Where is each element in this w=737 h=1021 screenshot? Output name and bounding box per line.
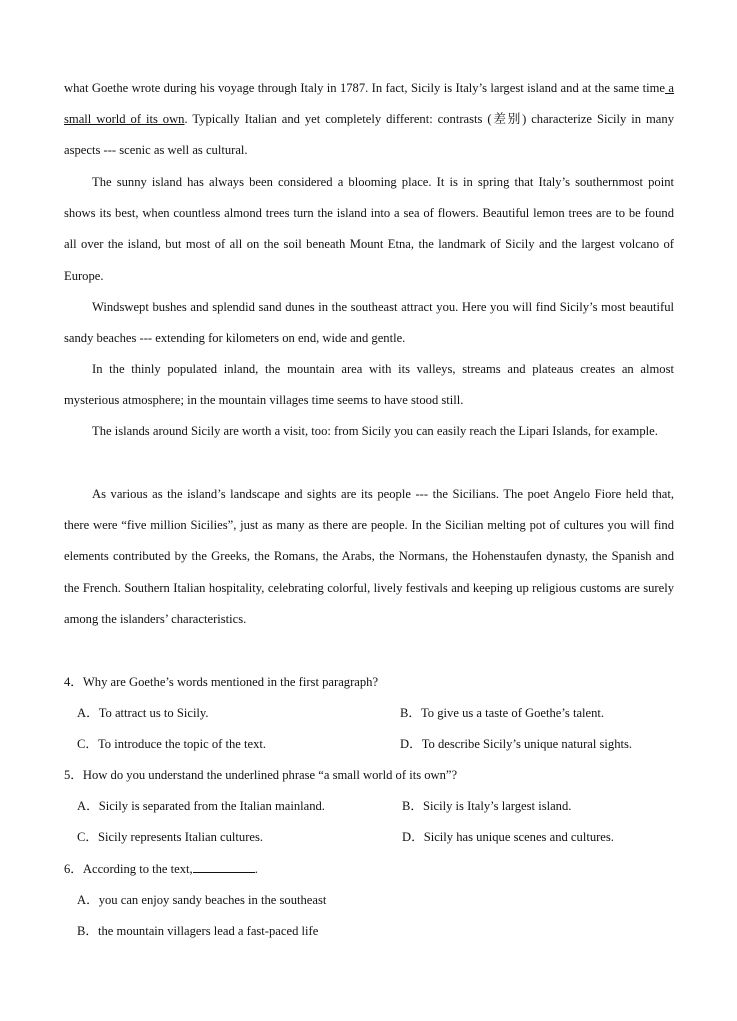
question-4-option-a: A．To attract us to Sicily. <box>77 706 209 720</box>
question-4-stem: 4．Why are Goethe’s words mentioned in the first paragraph? <box>64 675 379 689</box>
question-6-stem <box>64 859 684 879</box>
question-4-option-b: B．To give us a taste of Goethe’s talent. <box>400 706 605 720</box>
paragraph-1-text-start: what Goethe wrote during his voyage through Italy in 1787. In fact, Sicily is Italy’s largest island and at the same time <box>64 81 666 95</box>
question-6-option-b: B．the mountain villagers lead a fast-paced life <box>77 924 319 938</box>
passage-paragraph-2: The sunny island has always been considered a blooming place. It is in spring that Italy’s southernmost point shows its best, when countless almond trees turn the island into a sea of flowers. Beautiful lemon trees are to be found all over the island, but most of all on the soil beneath Mount Etna, the landmark of Sicily and the largest volcano of Europe. <box>64 175 674 283</box>
passage-paragraph-4: In the thinly populated inland, the mountain area with its valleys, streams and plateaus creates an almost mysterious atmosphere; in the mountain villages time seems to have stood still. <box>64 362 674 408</box>
question-5-option-c: C．Sicily represents Italian cultures. <box>77 830 264 844</box>
passage-paragraph-5: The islands around Sicily are worth a visit, too: from Sicily you can easily reach the Lipari Islands, for example. <box>92 424 658 438</box>
underlined-phrase: a small world of its own <box>64 81 674 127</box>
passage-paragraph-1 <box>64 73 674 167</box>
question-6-option-a: A．you can enjoy sandy beaches in the southeast <box>77 893 327 907</box>
answer-blank <box>193 860 255 873</box>
question-6-stem-text: 6．According to the text, <box>64 862 193 876</box>
paragraph-1-text-end: . Typically Italian and yet completely different: contrasts (差别) characterize Sicily in many aspects --- scenic as well as cultural. <box>64 112 674 158</box>
question-4-option-d: D．To describe Sicily’s unique natural sights. <box>400 737 633 751</box>
question-6-stem-end: . <box>254 862 258 876</box>
question-5-option-a: A．Sicily is separated from the Italian mainland. <box>77 799 325 813</box>
passage-paragraph-3: Windswept bushes and splendid sand dunes in the southeast attract you. Here you will find Sicily’s most beautiful sandy beaches --- extending for kilometers on end, wide and gentle. <box>64 300 674 346</box>
question-5-stem: 5．How do you understand the underlined phrase “a small world of its own”? <box>64 768 458 782</box>
question-5-option-d: D．Sicily has unique scenes and cultures. <box>402 830 614 844</box>
passage-paragraph-6: As various as the island’s landscape and sights are its people --- the Sicilians. The poet Angelo Fiore held that, there were “five million Sicilies”, just as many as there are people. In the Sicilian melting pot of cultures you will find elements contributed by the Greeks, the Romans, the Arabs, the Normans, the Hohenstaufen dynasty, the Spanish and the French. Southern Italian hospitality, celebrating colorful, lively festivals and keeping up religious customs are surely among the islanders’ characteristics. <box>64 487 674 626</box>
question-5-option-b: B．Sicily is Italy’s largest island. <box>402 799 572 813</box>
question-4-option-c: C．To introduce the topic of the text. <box>77 737 267 751</box>
